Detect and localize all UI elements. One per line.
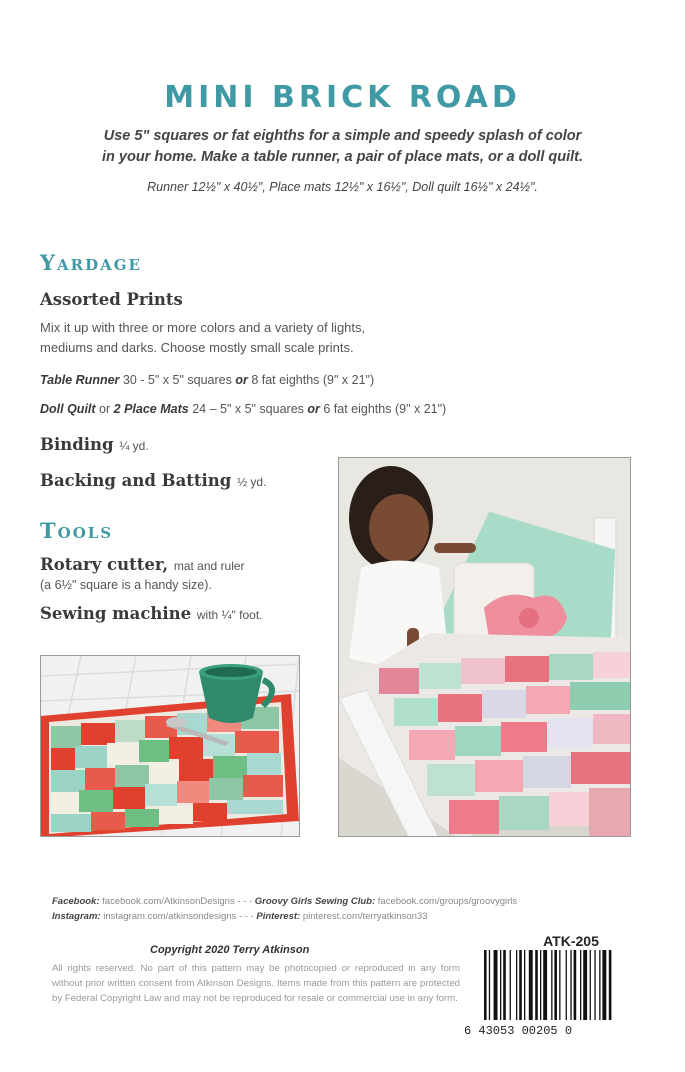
sewing-label: Sewing machine	[40, 604, 192, 623]
copyright-heading: Copyright 2020 Terry Atkinson	[150, 944, 310, 956]
footer-social-line-1	[52, 896, 517, 907]
assorted-prints-heading: Assorted Prints	[40, 290, 183, 309]
runner-or: or	[235, 373, 248, 387]
place-mat-photo	[40, 655, 300, 837]
instagram-label: Instagram:	[52, 911, 101, 922]
barcode	[480, 950, 660, 1020]
separator-2: - - -	[238, 911, 254, 922]
doll-alt: 6 fat eighths (9" x 21")	[323, 402, 447, 416]
barcode-digits: 6 43053 00205 0	[464, 1024, 573, 1038]
backing-line	[40, 471, 266, 490]
product-sku: ATK-205	[543, 933, 599, 949]
facebook-label: Facebook:	[52, 896, 100, 907]
backing-label: Backing and Batting	[40, 471, 232, 490]
copyright-legal-text: All rights reserved. No part of this pattern may be photocopied or reproduced in any form without prior written consent from Atkinson Designs. Items made from this pattern are protected by Federal Copyright Law and may not be reproduced for resale or commercial use in any form.	[52, 963, 460, 1004]
facebook-link[interactable]: facebook.com/AtkinsonDesigns	[102, 896, 235, 907]
club-link[interactable]: facebook.com/groups/groovygirls	[377, 896, 518, 907]
assorted-line-1: Mix it up with three or more colors and a variety of lights,	[40, 320, 366, 335]
runner-text: 30 - 5" x 5" squares	[122, 373, 232, 387]
runner-alt: 8 fat eighths (9" x 21")	[251, 373, 375, 387]
assorted-prints-description	[40, 318, 600, 358]
doll-label-2: 2 Place Mats	[113, 402, 189, 416]
rotary-label: Rotary cutter,	[40, 555, 169, 574]
yardage-heading: Yardage	[40, 250, 142, 275]
rotary-text: mat and ruler	[173, 559, 245, 573]
assorted-line-2: mediums and darks. Choose mostly small scale prints.	[40, 340, 354, 355]
binding-label: Binding	[40, 435, 114, 454]
footer-social-line-2	[52, 911, 427, 922]
doll-quilt-photo	[338, 457, 631, 837]
doll-or-1: or	[99, 402, 111, 416]
sewing-text: with ¼" foot.	[196, 608, 263, 622]
pinterest-label: Pinterest:	[256, 911, 301, 922]
doll-label: Doll Quilt	[40, 402, 96, 416]
sewing-machine-line	[40, 604, 263, 623]
separator-1: - - -	[237, 896, 253, 907]
doll-text: 24 – 5" x 5" squares	[192, 402, 304, 416]
runner-label: Table Runner	[40, 373, 120, 387]
backing-amount: ½ yd.	[237, 475, 267, 489]
instagram-link[interactable]: instagram.com/atkinsondesigns	[103, 911, 237, 922]
club-label: Groovy Girls Sewing Club:	[254, 896, 376, 907]
finished-sizes: Runner 12½" x 40½", Place mats 12½" x 16½", Doll quilt 16½" x 24½".	[147, 180, 538, 194]
intro-text	[30, 126, 655, 168]
rotary-cutter-line	[40, 555, 245, 574]
doll-or-2: or	[307, 402, 320, 416]
page-title: MINI BRICK ROAD	[164, 80, 521, 115]
rotary-line-2: (a 6½" square is a handy size).	[40, 578, 212, 592]
place-mat-image	[41, 656, 300, 837]
binding-amount: ¼ yd.	[119, 439, 149, 453]
intro-line-2: in your home. Make a table runner, a pair of place mats, or a doll quilt.	[101, 149, 584, 165]
table-runner-requirement	[40, 373, 660, 387]
tools-heading: Tools	[40, 518, 114, 543]
intro-line-1: Use 5" squares or fat eighths for a simple and speedy splash of color	[103, 128, 582, 144]
doll-quilt-requirement	[40, 402, 660, 416]
barcode-icon	[480, 950, 660, 1020]
doll-quilt-image	[339, 458, 631, 837]
binding-line	[40, 435, 149, 454]
pinterest-link[interactable]: pinterest.com/terryatkinson33	[302, 911, 428, 922]
